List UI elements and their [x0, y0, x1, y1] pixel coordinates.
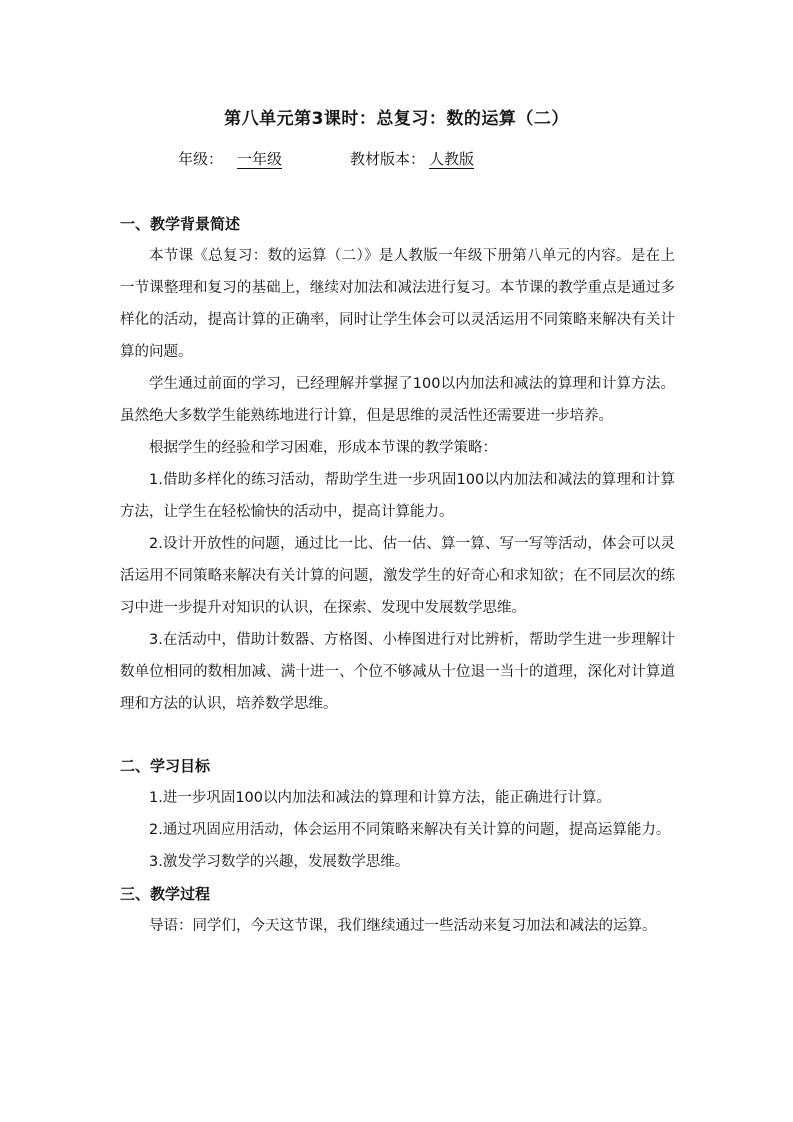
section-spacer [120, 720, 675, 750]
document-body [120, 208, 675, 942]
paragraph: 导语：同学们，今天这节课，我们继续通过一些活动来复习加法和减法的运算。 [149, 918, 657, 934]
paragraph: 3.激发学习数学的兴趣，发展数学思维。 [149, 854, 410, 870]
paragraph: 本节课《总复习：数的运算（二）》是人教版一年级下册第八单元的内容。是在上一节课整理和复习的基础上，继续对加法和减法进行复习。本节课的教学重点是通过多样化的活动，提高计算的正确率，同时让学生体会可以灵活运用不同策略来解决有关计算的问题。 [120, 248, 675, 360]
paragraph: 根据学生的经验和学习困难，形成本节课的教学策略： [149, 440, 497, 456]
grade-value: 一年级 [237, 150, 283, 168]
section-objectives [120, 750, 675, 878]
section-heading: 三、教学过程 [120, 885, 211, 903]
section-process [120, 878, 675, 942]
section-heading: 一、教学背景简述 [120, 215, 241, 233]
paragraph: 2.通过巩固应用活动，体会运用不同策略来解决有关计算的问题，提高运算能力。 [149, 822, 671, 838]
document-title: 第八单元第3课时：总复习：数的运算（二） [224, 109, 569, 129]
paragraph: 2.设计开放性的问题，通过比一比、估一估、算一算、写一写等活动，体会可以灵活运用不同策略来解决有关计算的问题，激发学生的好奇心和求知欲；在不同层次的练习中进一步提升对知识的认识，在探索、发现中发展数学思维。 [120, 536, 675, 616]
paragraph: 1.进一步巩固100以内加法和减法的算理和计算方法，能正确进行计算。 [149, 790, 612, 806]
edition-value: 人教版 [429, 150, 475, 168]
section-background [120, 208, 675, 720]
document-meta [178, 148, 474, 169]
edition-label: 教材版本： [350, 150, 426, 168]
section-heading: 二、学习目标 [120, 757, 211, 775]
paragraph: 学生通过前面的学习，已经理解并掌握了100以内加法和减法的算理和计算方法。虽然绝大多数学生能熟练地进行计算，但是思维的灵活性还需要进一步培养。 [120, 376, 675, 424]
paragraph: 1.借助多样化的练习活动，帮助学生进一步巩固100以内加法和减法的算理和计算方法，让学生在轻松愉快的活动中，提高计算能力。 [120, 472, 675, 520]
grade-label: 年级： [178, 150, 224, 168]
paragraph: 3.在活动中，借助计数器、方格图、小棒图进行对比辨析，帮助学生进一步理解计数单位相同的数相加减、满十进一、个位不够减从十位退一当十的道理，深化对计算道理和方法的认识，培养数学思维。 [120, 632, 675, 712]
